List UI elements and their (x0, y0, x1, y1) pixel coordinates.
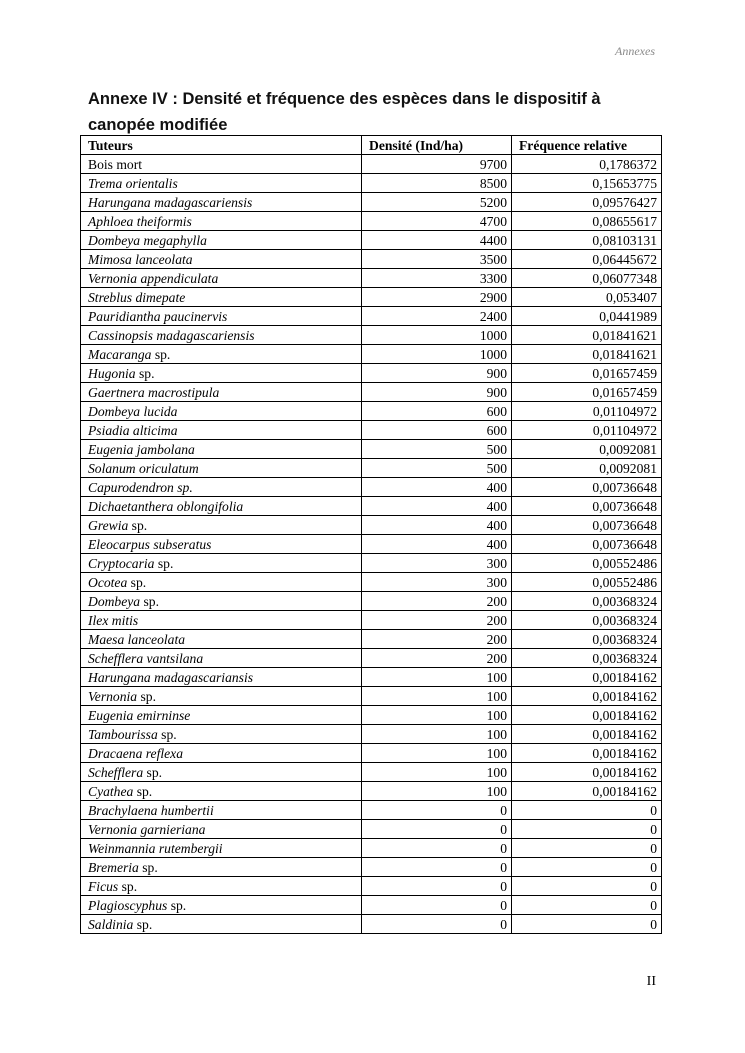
species-name: Cassinopsis madagascariensis (88, 327, 255, 343)
density-cell: 200 (362, 630, 512, 649)
frequency-cell: 0,0092081 (512, 440, 662, 459)
species-cell (81, 535, 362, 554)
species-cell (81, 915, 362, 934)
frequency-cell: 0,00736648 (512, 497, 662, 516)
species-name: Tambourissa (88, 726, 158, 742)
species-name: Mimosa lanceolata (88, 251, 193, 267)
table-row (81, 231, 662, 250)
frequency-cell: 0,1786372 (512, 155, 662, 174)
species-cell (81, 896, 362, 915)
species-suffix: sp. (135, 365, 155, 381)
species-cell (81, 516, 362, 535)
density-cell: 5200 (362, 193, 512, 212)
density-cell: 200 (362, 611, 512, 630)
density-cell: 400 (362, 516, 512, 535)
frequency-cell: 0,01841621 (512, 326, 662, 345)
species-name: Bois mort (88, 156, 143, 172)
species-name: Grewia (88, 517, 129, 533)
table-row (81, 763, 662, 782)
species-cell (81, 383, 362, 402)
table-row (81, 630, 662, 649)
table-row (81, 497, 662, 516)
frequency-cell: 0,01841621 (512, 345, 662, 364)
table-row (81, 820, 662, 839)
species-name: Dracaena reflexa (88, 745, 183, 761)
species-cell (81, 630, 362, 649)
density-cell: 9700 (362, 155, 512, 174)
density-cell: 0 (362, 877, 512, 896)
frequency-cell: 0 (512, 877, 662, 896)
density-cell: 0 (362, 858, 512, 877)
frequency-cell: 0,00184162 (512, 782, 662, 801)
table-row (81, 839, 662, 858)
table-row (81, 554, 662, 573)
frequency-cell: 0,06077348 (512, 269, 662, 288)
species-name: Macaranga (88, 346, 152, 362)
density-cell: 200 (362, 649, 512, 668)
density-cell: 2400 (362, 307, 512, 326)
density-cell: 900 (362, 383, 512, 402)
species-name: Cryptocaria (88, 555, 155, 571)
density-cell: 100 (362, 782, 512, 801)
species-cell (81, 193, 362, 212)
frequency-cell: 0 (512, 896, 662, 915)
density-cell: 100 (362, 687, 512, 706)
table-row (81, 592, 662, 611)
table-row (81, 193, 662, 212)
table-row (81, 440, 662, 459)
species-cell (81, 326, 362, 345)
species-name: Solanum oriculatum (88, 460, 199, 476)
density-cell: 200 (362, 592, 512, 611)
species-name: Eleocarpus subseratus (88, 536, 212, 552)
frequency-cell: 0 (512, 858, 662, 877)
species-suffix: sp. (137, 688, 156, 704)
column-header-tuteurs: Tuteurs (81, 136, 362, 155)
density-cell: 4400 (362, 231, 512, 250)
species-name: Dombeya megaphylla (88, 232, 207, 248)
species-cell (81, 763, 362, 782)
species-cell (81, 231, 362, 250)
species-cell (81, 858, 362, 877)
density-cell: 3500 (362, 250, 512, 269)
frequency-cell: 0,08103131 (512, 231, 662, 250)
species-name: Harungana madagascariensis (88, 194, 253, 210)
species-cell (81, 782, 362, 801)
species-suffix: sp. (138, 859, 158, 875)
density-cell: 0 (362, 915, 512, 934)
table-row (81, 725, 662, 744)
species-cell (81, 801, 362, 820)
frequency-cell: 0,00368324 (512, 611, 662, 630)
frequency-cell: 0,00184162 (512, 706, 662, 725)
density-cell: 100 (362, 763, 512, 782)
table-row (81, 611, 662, 630)
species-name: Eugenia jambolana (88, 441, 195, 457)
density-cell: 0 (362, 839, 512, 858)
column-header-density: Densité (Ind/ha) (362, 136, 512, 155)
species-suffix: sp. (127, 574, 147, 590)
species-suffix: sp. (154, 555, 174, 571)
species-cell (81, 345, 362, 364)
species-cell (81, 877, 362, 896)
density-cell: 900 (362, 364, 512, 383)
species-name: Ocotea (88, 574, 128, 590)
species-cell (81, 839, 362, 858)
species-cell (81, 687, 362, 706)
density-cell: 100 (362, 668, 512, 687)
frequency-cell: 0,00184162 (512, 725, 662, 744)
density-cell: 0 (362, 896, 512, 915)
species-cell (81, 212, 362, 231)
species-cell (81, 155, 362, 174)
frequency-cell: 0,0092081 (512, 459, 662, 478)
species-name: Streblus dimepate (88, 289, 186, 305)
density-cell: 500 (362, 459, 512, 478)
frequency-cell: 0,01657459 (512, 364, 662, 383)
table-row (81, 782, 662, 801)
species-name: Ilex mitis (88, 612, 139, 628)
species-name: Aphloea theiformis (88, 213, 192, 229)
table-row (81, 174, 662, 193)
frequency-cell: 0,15653775 (512, 174, 662, 193)
frequency-cell: 0,06445672 (512, 250, 662, 269)
species-cell (81, 307, 362, 326)
table-row (81, 516, 662, 535)
density-cell: 600 (362, 421, 512, 440)
table-row (81, 288, 662, 307)
species-cell (81, 421, 362, 440)
species-name: Vernonia (88, 688, 138, 704)
species-suffix: sp. (167, 897, 187, 913)
frequency-cell: 0,01104972 (512, 402, 662, 421)
frequency-cell: 0,00552486 (512, 573, 662, 592)
density-cell: 4700 (362, 212, 512, 231)
species-suffix: sp. (118, 878, 138, 894)
species-name: Cyathea (88, 783, 134, 799)
species-name: Dichaetanthera oblongifolia (88, 498, 244, 514)
table-row (81, 687, 662, 706)
table-row (81, 801, 662, 820)
density-cell: 2900 (362, 288, 512, 307)
frequency-cell: 0 (512, 839, 662, 858)
density-cell: 3300 (362, 269, 512, 288)
frequency-cell: 0,053407 (512, 288, 662, 307)
species-cell (81, 478, 362, 497)
table-row (81, 459, 662, 478)
frequency-cell: 0 (512, 915, 662, 934)
density-cell: 0 (362, 801, 512, 820)
table-row (81, 307, 662, 326)
species-cell (81, 725, 362, 744)
species-cell (81, 174, 362, 193)
density-cell: 1000 (362, 345, 512, 364)
frequency-cell: 0,01104972 (512, 421, 662, 440)
species-cell (81, 459, 362, 478)
table-row (81, 383, 662, 402)
frequency-cell: 0,00368324 (512, 630, 662, 649)
frequency-cell: 0,00368324 (512, 592, 662, 611)
species-name: Dombeya lucida (88, 403, 178, 419)
table-row (81, 155, 662, 174)
table-row (81, 478, 662, 497)
table-row (81, 896, 662, 915)
species-cell (81, 706, 362, 725)
species-name: Gaertnera macrostipula (88, 384, 220, 400)
species-cell (81, 250, 362, 269)
species-cell (81, 820, 362, 839)
species-suffix: sp. (133, 783, 153, 799)
table-row (81, 915, 662, 934)
species-suffix: sp. (151, 346, 171, 362)
species-cell (81, 440, 362, 459)
annex-title: Annexe IV : Densité et fréquence des espèces dans le dispositif à canopée modifiée (88, 90, 601, 134)
frequency-cell: 0,00184162 (512, 687, 662, 706)
species-name: Capurodendron sp. (88, 479, 193, 495)
species-cell (81, 592, 362, 611)
species-suffix: sp. (133, 916, 153, 932)
frequency-cell: 0 (512, 820, 662, 839)
species-suffix: sp. (140, 593, 159, 609)
table-row (81, 326, 662, 345)
species-name: Trema orientalis (88, 175, 178, 191)
running-head: Annexes (615, 44, 655, 58)
density-cell: 0 (362, 820, 512, 839)
frequency-cell: 0,0441989 (512, 307, 662, 326)
species-cell (81, 649, 362, 668)
species-cell (81, 497, 362, 516)
frequency-cell: 0,09576427 (512, 193, 662, 212)
species-name: Hugonia (88, 365, 136, 381)
table-row (81, 668, 662, 687)
species-suffix: sp. (143, 764, 163, 780)
density-cell: 100 (362, 706, 512, 725)
species-cell (81, 554, 362, 573)
species-name: Brachylaena humbertii (88, 802, 214, 818)
table-header-row (81, 136, 662, 155)
table-row (81, 877, 662, 896)
frequency-cell: 0,00184162 (512, 668, 662, 687)
table-row (81, 706, 662, 725)
page-number: II (646, 974, 656, 989)
species-name: Vernonia garnieriana (88, 821, 206, 837)
frequency-cell: 0,00736648 (512, 516, 662, 535)
frequency-cell: 0,00736648 (512, 535, 662, 554)
density-cell: 100 (362, 744, 512, 763)
species-table (80, 135, 662, 934)
species-name: Vernonia appendiculata (88, 270, 219, 286)
density-cell: 1000 (362, 326, 512, 345)
table-row (81, 250, 662, 269)
column-header-frequency: Fréquence relative (512, 136, 662, 155)
table-row (81, 858, 662, 877)
frequency-cell: 0,00552486 (512, 554, 662, 573)
species-name: Psiadia alticima (88, 422, 178, 438)
density-cell: 100 (362, 725, 512, 744)
species-cell (81, 269, 362, 288)
species-cell (81, 668, 362, 687)
density-cell: 300 (362, 554, 512, 573)
species-name: Bremeria (88, 859, 139, 875)
species-name: Saldinia (88, 916, 134, 932)
species-name: Ficus (88, 878, 119, 894)
table-row (81, 269, 662, 288)
frequency-cell: 0,00736648 (512, 478, 662, 497)
species-cell (81, 402, 362, 421)
species-name: Plagioscyphus (88, 897, 168, 913)
density-cell: 400 (362, 478, 512, 497)
species-name: Weinmannia rutembergii (88, 840, 223, 856)
table-row (81, 345, 662, 364)
table-row (81, 744, 662, 763)
species-cell (81, 611, 362, 630)
density-cell: 500 (362, 440, 512, 459)
species-cell (81, 288, 362, 307)
density-cell: 400 (362, 497, 512, 516)
frequency-cell: 0,08655617 (512, 212, 662, 231)
table-row (81, 212, 662, 231)
frequency-cell: 0,00184162 (512, 763, 662, 782)
table-row (81, 535, 662, 554)
species-suffix: sp. (128, 517, 148, 533)
species-name: Maesa lanceolata (88, 631, 186, 647)
table-row (81, 402, 662, 421)
frequency-cell: 0,00368324 (512, 649, 662, 668)
table-row (81, 649, 662, 668)
density-cell: 300 (362, 573, 512, 592)
density-cell: 400 (362, 535, 512, 554)
species-name: Schefflera vantsilana (88, 650, 204, 666)
table-row (81, 421, 662, 440)
species-cell (81, 744, 362, 763)
species-name: Eugenia emirninse (88, 707, 191, 723)
table-row (81, 364, 662, 383)
species-cell (81, 364, 362, 383)
density-cell: 600 (362, 402, 512, 421)
species-suffix: sp. (157, 726, 177, 742)
table-row (81, 573, 662, 592)
species-name: Schefflera (88, 764, 144, 780)
density-cell: 8500 (362, 174, 512, 193)
species-cell (81, 573, 362, 592)
frequency-cell: 0 (512, 801, 662, 820)
frequency-cell: 0,01657459 (512, 383, 662, 402)
species-name: Harungana madagascariansis (88, 669, 254, 685)
species-name: Dombeya (88, 593, 141, 609)
frequency-cell: 0,00184162 (512, 744, 662, 763)
species-name: Pauridiantha paucinervis (88, 308, 228, 324)
